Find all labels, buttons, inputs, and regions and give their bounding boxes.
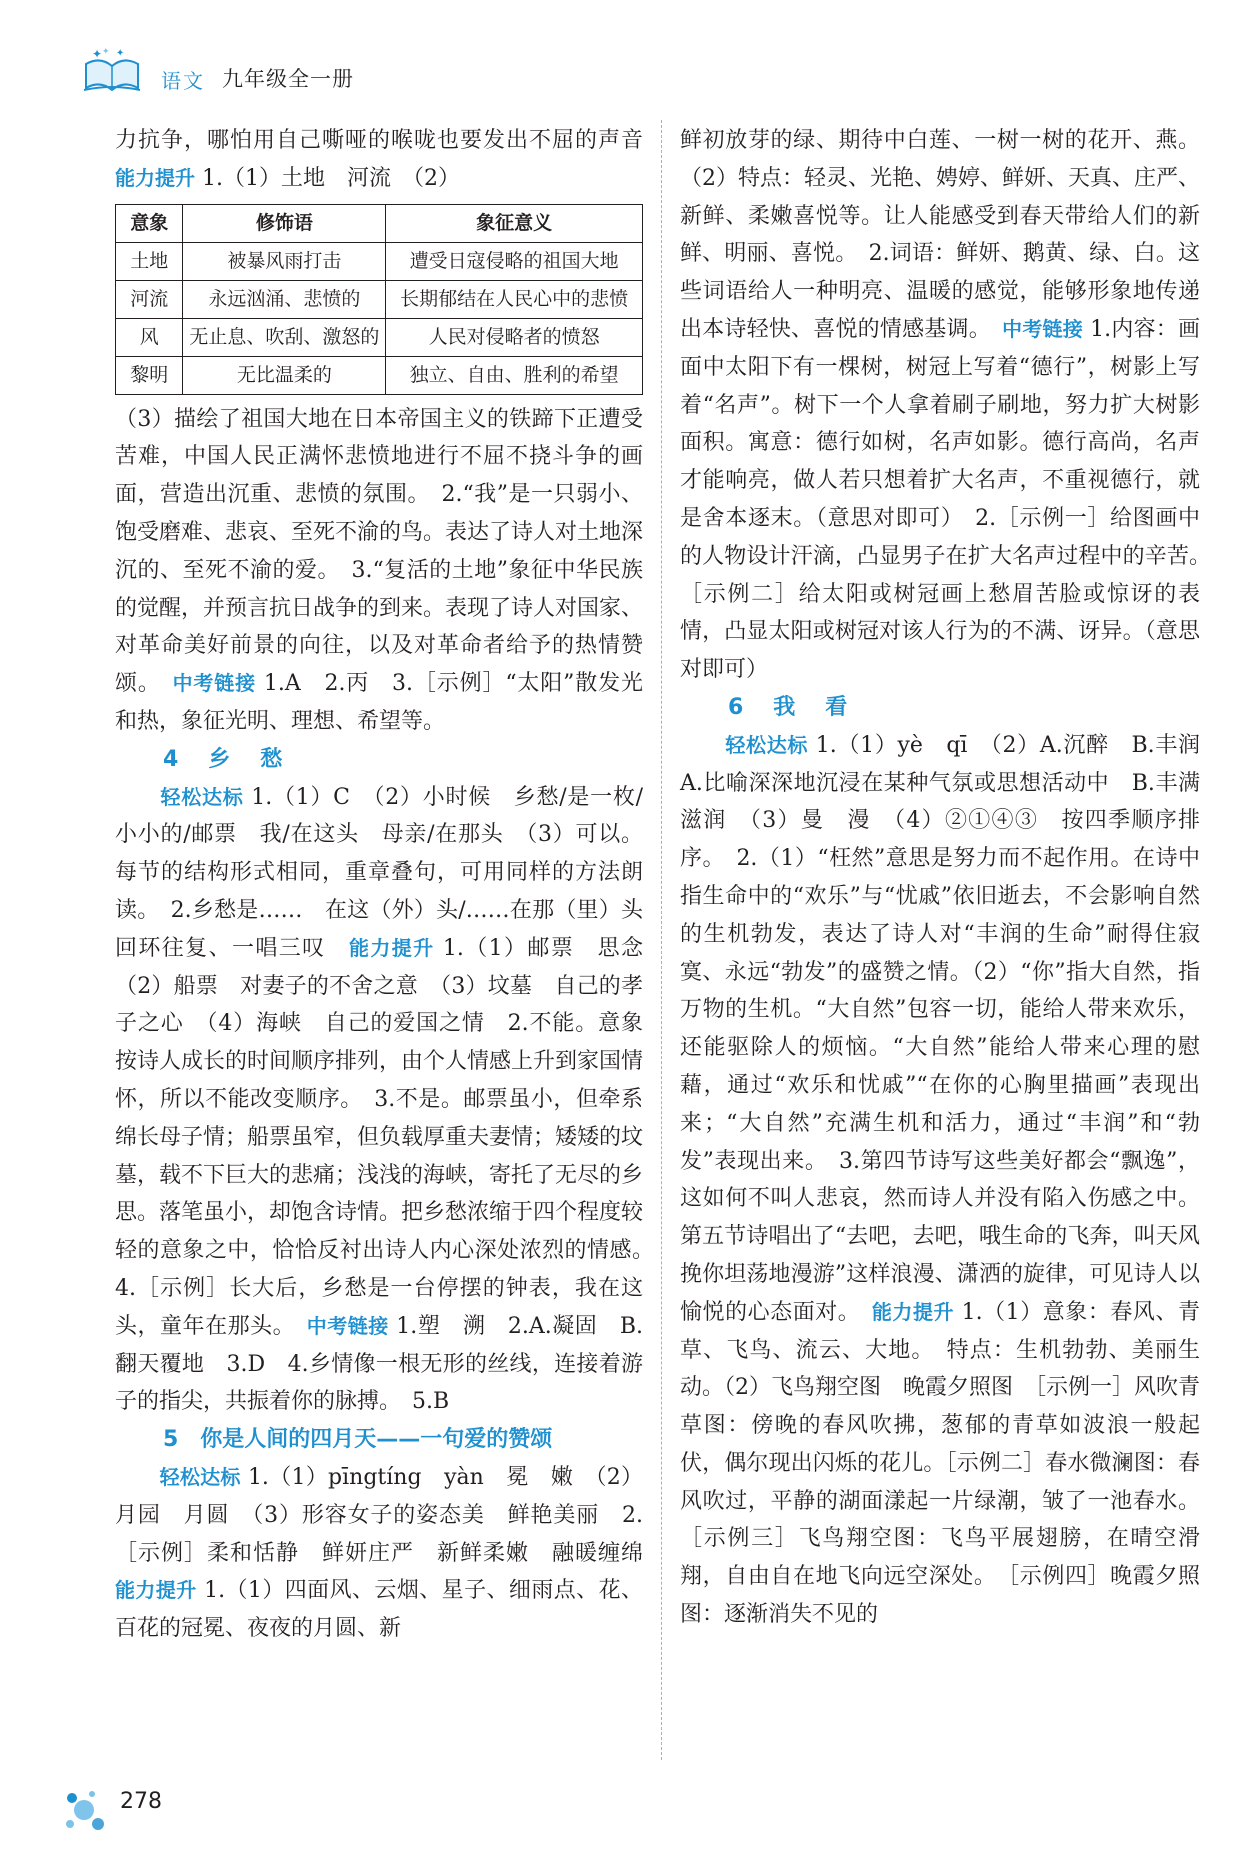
- section-tag: 能力提升: [115, 165, 195, 190]
- section-tag: 中考链接: [1002, 316, 1083, 341]
- table-cell: 独立、自由、胜利的希望: [386, 356, 643, 394]
- table-cell: 黎明: [116, 356, 183, 394]
- table-cell: 无比温柔的: [183, 356, 386, 394]
- page-header: [82, 38, 642, 98]
- text: 1.（1）邮票 思念 （2）船票 对妻子的不舍之意 （3）坟墓 自己的孝子之心 （4）海峡 自己的爱国之情 2.不能。意象按诗人成长的时间顺序排列，由个人情感上升到家国情怀，所以不能改变顺序。 3.不是。邮票虽小，但牵系绵长母子情；船票虽窄，但负载厚重夫妻情；矮矮的坟墓，载不下巨大的悲痛；浅浅的海峡，寄托了无尽的乡思。落笔虽小，却饱含诗情。把乡愁浓缩于四个程度较轻的意象之中，恰恰反衬出诗人内心深处浓烈的情感。 4.［示例］长大后，乡愁是一台停摆的钟表，我在这头，童年在那头。: [115, 935, 666, 1339]
- section-tag: 能力提升: [871, 1299, 955, 1324]
- table-cell: 土地: [116, 242, 183, 280]
- table-cell: 永远汹涌、悲愤的: [183, 280, 386, 318]
- paragraph: [115, 401, 643, 741]
- section-tag: 轻松达标: [725, 732, 809, 757]
- text: 1.（1）四面风、云烟、星子、细雨点、花、百花的冠冕、夜夜的月圆、新: [115, 1578, 644, 1642]
- paragraph: [115, 779, 666, 1422]
- text: 1.（1）pīngtíng yàn 冕 嫩 （2）月园 月圆 （3）形容女子的姿态美 鲜艳美丽 2.［示例］柔和恬静 鲜妍庄严 新鲜柔嫩 融暖缠绵: [115, 1464, 643, 1566]
- table-header: 修饰语: [183, 204, 386, 242]
- text: 1.（1）yè qī （2）A.沉醉 B.丰润 A.比喻深深地沉浸在某种气氛或思想活动中 B.丰满滋润 （3）曼 漫 （4）②①④③ 按四季顺序排序。 2.（1）“枉然”意思是努力而不起作用。在诗中指生命中的“欢乐”与“忧戚”依旧逝去，不会影响自然的生机勃发，表达了诗人对“丰润的生命”耐得住寂寞、永远“勃发”的盛赞之情。（2）“你”指大自然，指万物的生机。“大自然”包容一切，能给人带来欢乐，还能驱除人的烦恼。“大自然”能给人带来心理的慰藉，通过“欢乐和忧戚”“在你的心胸里描画”表现出来；“大自然”充满生机和活力，通过“丰润”和“勃发”表现出来。 3.第四节诗写这些美好都会“飘逸”，这如何不叫人悲哀，然而诗人并没有陷入伤感之中。第五节诗唱出了“去吧，去吧，哦生命的飞奔，叫天风挽你坦荡地漫游”这样浪漫、潇洒的旋律，可见诗人以愉悦的心态面对。: [680, 732, 1223, 1325]
- decorative-splash-icon: [62, 1770, 122, 1840]
- table-cell: 人民对侵略者的愤怒: [386, 318, 643, 356]
- text: 1.塑 溯 2.A.凝固 B.翻天覆地 3.D 4.乡情像一根无形的丝线，连接着游子的指尖，共振着你的脉搏。 5.B: [115, 1313, 644, 1415]
- imagery-table: [115, 204, 643, 395]
- subject-label: 语文: [161, 69, 205, 93]
- section-title: 6 我 看: [728, 694, 852, 720]
- text: 1.A 2.丙 3.［示例］“太阳”散发光和热，象征光明、理想、希望等。: [115, 671, 643, 734]
- section-tag: 能力提升: [115, 1578, 197, 1603]
- grade-label: 九年级全一册: [222, 67, 354, 91]
- page-number: 278: [120, 1789, 162, 1814]
- text: 1.内容：画面中太阳下有一棵树，树冠上写着“德行”，树影上写着“名声”。树下一个人拿着刷子刷地，努力扩大树影面积。寓意：德行如树，名声如影。德行高尚，名声才能响亮，做人若只想着扩大名声，不重视德行，就是舍本逐末。（意思对即可） 2.［示例一］给图画中的人物设计汗滴，凸显男子在扩大名声过程中的辛苦。 ［示例二］给太阳或树冠画上愁眉苦脸或惊讶的表情，凸显太阳或树冠对该人行为的不满、讶异。（意思对即可）: [680, 316, 1223, 683]
- paragraph: [115, 122, 643, 198]
- table-row: [116, 280, 643, 318]
- right-column: [680, 122, 1223, 1634]
- text: 力抗争，哪怕用自己嘶哑的喉咙也要发出不屈的声音: [115, 128, 643, 153]
- paragraph: [680, 727, 1223, 1634]
- text: 1.（1）C （2）小时候 乡愁/是一枚/小小的/邮票 我/在这头 母亲/在那头 （3）可以。每节的结构形式相同，重章叠句，可用同样的方法朗读。 2.乡愁是…… 在这（外）头/……在那（里）头 回环往复、一唱三叹: [115, 784, 666, 961]
- section-tag: 轻松达标: [160, 784, 244, 809]
- open-book-icon: [82, 46, 142, 94]
- table-header: 象征意义: [386, 204, 643, 242]
- section-title: 5 你是人间的四月天——一句爱的赞颂: [163, 1427, 553, 1453]
- section-tag: 中考链接: [172, 671, 257, 696]
- table-cell: 风: [116, 318, 183, 356]
- svg-text:✦: ✦: [102, 47, 110, 57]
- section-tag: 中考链接: [306, 1313, 389, 1338]
- section-title: 4 乡 愁: [163, 746, 287, 772]
- svg-text:✦: ✦: [92, 47, 103, 61]
- table-row: [116, 356, 643, 394]
- svg-text:✦: ✦: [116, 48, 125, 59]
- section-tag: 能力提升: [348, 935, 435, 960]
- table-cell: 无止息、吹刮、激怒的: [183, 318, 386, 356]
- table-row: [116, 242, 643, 280]
- section-tag: 轻松达标: [159, 1464, 241, 1489]
- table-cell: 被暴风雨打击: [183, 242, 386, 280]
- table-row: [116, 318, 643, 356]
- paragraph: [115, 1459, 643, 1648]
- text: 1.（1）意象：春风、青草、飞鸟、流云、大地。 特点：生机勃勃、美丽生动。（2）飞鸟翔空图 晚霞夕照图 ［示例一］风吹青草图：傍晚的春风吹拂，葱郁的青草如波浪一般起伏，偶尔现出闪烁的花儿。［示例二］春水微澜图：春风吹过，平静的湖面漾起一片绿潮，皱了一池春水。［示例三］飞鸟翔空图：飞鸟平展翅膀，在晴空滑翔，自由自在地飞向远空深处。 ［示例四］晚霞夕照图：逐渐消失不见的: [680, 1299, 1200, 1628]
- table-cell: 河流: [116, 280, 183, 318]
- table-cell: 遭受日寇侵略的祖国大地: [386, 242, 643, 280]
- text: （3）描绘了祖国大地在日本帝国主义的铁蹄下正遭受苦难，中国人民正满怀悲愤地进行不屈不挠斗争的画面，营造出沉重、悲愤的氛围。 2.“我”是一只弱小、饱受磨难、悲哀、至死不渝的鸟。表达了诗人对土地深沉的、至死不渝的爱。 3.“复活的土地”象征中华民族的觉醒，并预言抗日战争的到来。表现了诗人对国家、对革命美好前景的向往，以及对革命者给予的热情赞颂。: [115, 406, 644, 697]
- table-header-row: [116, 204, 643, 242]
- text: 鲜初放芽的绿、期待中白莲、一树一树的花开、燕。（2）特点：轻灵、光艳、娉婷、鲜妍、天真、庄严、新鲜、柔嫩喜悦等。让人能感受到春天带给人们的新鲜、明丽、喜悦。 2.词语：鲜妍、鹅黄、绿、白。这些词语给人一种明亮、温暖的感觉，能够形象地传递出本诗轻快、喜悦的情感基调。: [680, 128, 1200, 342]
- text: 1.（1）土地 河流 （2）: [195, 165, 460, 191]
- table-header: 意象: [116, 204, 183, 242]
- paragraph: [680, 122, 1223, 689]
- table-cell: 长期郁结在人民心中的悲愤: [386, 280, 643, 318]
- left-column: [115, 122, 666, 1648]
